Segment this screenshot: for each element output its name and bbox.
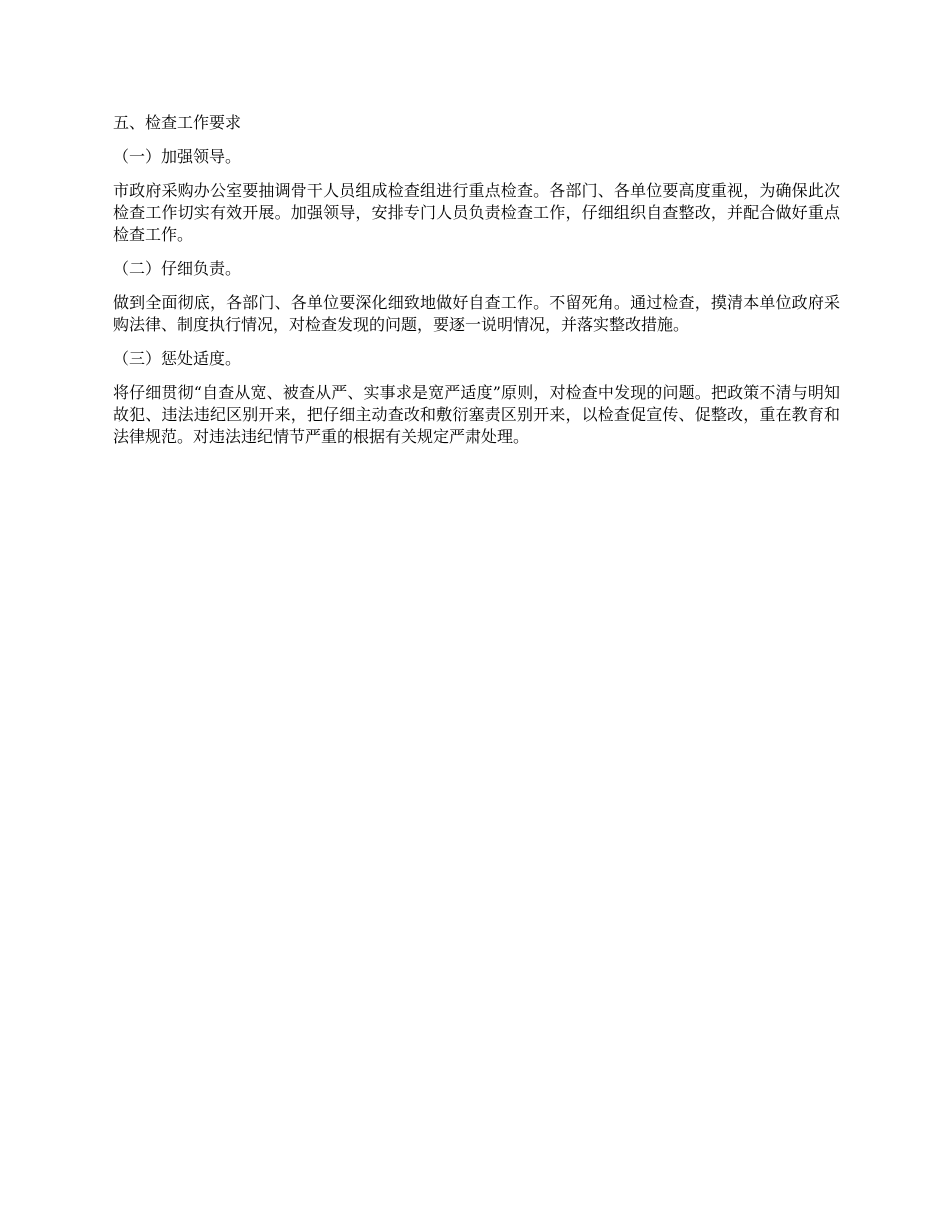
item-body-2: 做到全面彻底，各部门、各单位要深化细致地做好自查工作。不留死角。通过检查，摸清本单位政府采购法律、制度执行情况，对检查发现的问题，要逐一说明情况，并落实整改措施。	[113, 293, 840, 334]
section-title: 五、检查工作要求	[113, 113, 242, 132]
item-heading-2: （二）仔细负责。	[113, 259, 242, 278]
item-heading-3: （三）惩处适度。	[113, 349, 242, 368]
item-heading-1: （一）加强领导。	[113, 147, 242, 166]
item-body-3: 将仔细贯彻“自查从宽、被查从严、实事求是宽严适度”原则，对检查中发现的问题。把政策不清与明知故犯、违法违纪区别开来，把仔细主动查改和敷衍塞责区别开来，以检查促宣传、促整改，重在教育和法律规范。对违法违纪情节严重的根据有关规定严肃处理。	[113, 383, 840, 446]
document-content	[113, 112, 840, 460]
item-body-1: 市政府采购办公室要抽调骨干人员组成检查组进行重点检查。各部门、各单位要高度重视，为确保此次检查工作切实有效开展。加强领导，安排专门人员负责检查工作，仔细组织自查整改，并配合做好重点检查工作。	[113, 181, 840, 244]
